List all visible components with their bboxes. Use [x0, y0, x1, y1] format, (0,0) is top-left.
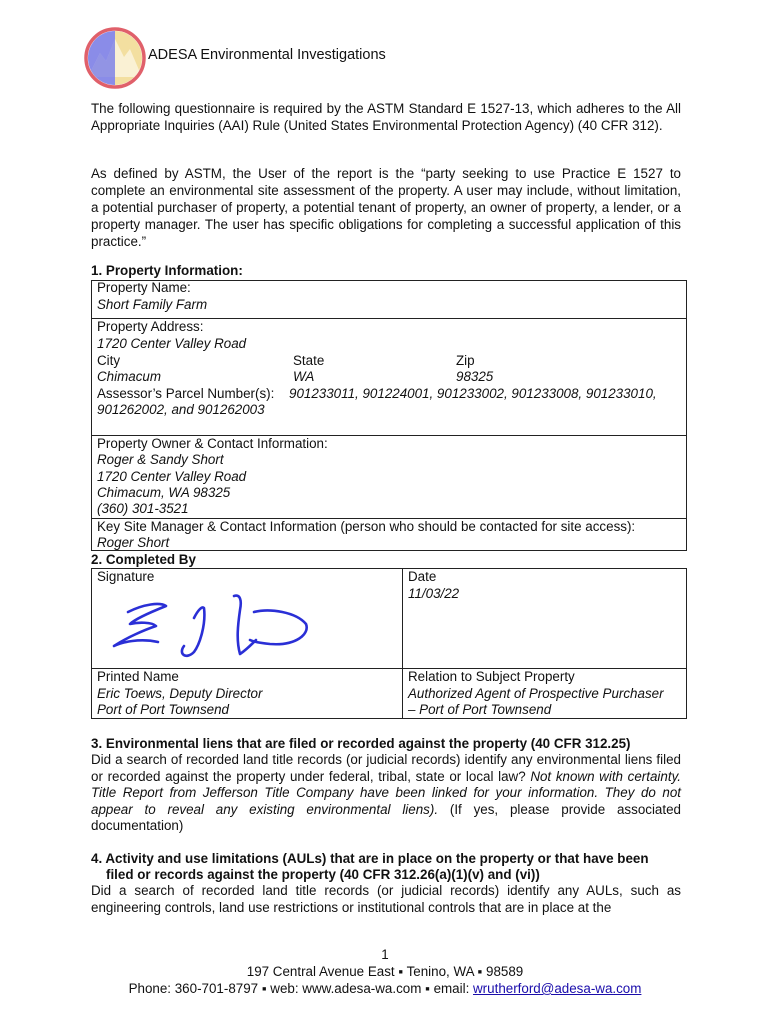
footer-email-link[interactable]: wrutherford@adesa-wa.com [473, 981, 642, 996]
owner-label: Property Owner & Contact Information: [97, 436, 328, 451]
state-label: State [293, 353, 325, 368]
property-name-value: Short Family Farm [97, 297, 208, 312]
date-label: Date [408, 569, 437, 584]
printed-name-line2: Port of Port Townsend [97, 702, 229, 717]
section3-answer: Not known with certainty. Title Report from Jefferson Title Company have been linked for your information. They do not appear to reveal any existing environmental liens). [91, 768, 681, 817]
site-manager-label: Key Site Manager & Contact Information (person who should be contacted for site access): [97, 519, 636, 534]
owner-street: 1720 Center Valley Road [97, 469, 247, 484]
section3-note: (If yes, please provide associated documentation) [91, 801, 681, 833]
parcel-value-line1: 901233011, 901224001, 901233002, 901233008, 901233010, [289, 386, 657, 401]
parcel-label: Assessor’s Parcel Number(s): [97, 386, 275, 401]
section1-heading: 1. Property Information: [91, 263, 243, 278]
signature-image [100, 590, 315, 665]
section4-body: Did a search of recorded land title records (or judicial records) identify any AULs, such as engineering controls, land use restrictions or institutional controls that are in place at the [91, 883, 681, 915]
property-address-label: Property Address: [97, 319, 204, 334]
state-value: WA [293, 369, 315, 384]
section3-body [91, 752, 681, 835]
section3-heading: 3. Environmental liens that are filed or recorded against the property (40 CFR 312.25) [91, 736, 631, 751]
relation-line1: Authorized Agent of Prospective Purchaser [408, 686, 664, 701]
footer-contact [0, 980, 770, 997]
zip-label: Zip [456, 353, 475, 368]
owner-city: Chimacum, WA 98325 [97, 485, 231, 500]
site-manager-value: Roger Short [97, 535, 170, 550]
parcel-value-line2: 901262002, and 901262003 [97, 402, 265, 417]
owner-name: Roger & Sandy Short [97, 452, 224, 467]
page-number: 1 [381, 947, 389, 962]
section4-heading-line1: 4. Activity and use limitations (AULs) that are in place on the property or that have been [91, 851, 649, 866]
company-logo [84, 27, 146, 89]
printed-name-label: Printed Name [97, 669, 179, 684]
intro-paragraph-1: The following questionnaire is required by the ASTM Standard E 1527-13, which adheres to the All Appropriate Inquiries (AAI) Rule (United States Environmental Protection Agency) (40 CFR 312). [91, 101, 681, 133]
owner-phone: (360) 301-3521 [97, 501, 189, 516]
date-value: 11/03/22 [408, 586, 460, 601]
section2-heading: 2. Completed By [91, 552, 196, 567]
city-label: City [97, 353, 121, 368]
zip-value: 98325 [456, 369, 494, 384]
signature-label: Signature [97, 569, 155, 584]
section4-heading-line2: filed or records against the property (40 CFR 312.26(a)(1)(v) and (vi)) [106, 867, 540, 882]
relation-line2: – Port of Port Townsend [408, 702, 552, 717]
printed-name-line1: Eric Toews, Deputy Director [97, 686, 263, 701]
relation-label: Relation to Subject Property [408, 669, 575, 684]
footer-address: 197 Central Avenue East ▪ Tenino, WA ▪ 98589 [246, 964, 524, 979]
intro-paragraph-2: As defined by ASTM, the User of the report is the “party seeking to use Practice E 1527 to complete an environmental site assessment of the property. A user may include, without limitation, a potential purchaser of property, a potential tenant of property, an owner of property, a lender, or a property manager. The user has specific obligations for completing a successful application of this practice.” [91, 166, 681, 249]
city-value: Chimacum [97, 369, 161, 384]
property-address-value: 1720 Center Valley Road [97, 336, 247, 351]
company-name: ADESA Environmental Investigations [148, 47, 386, 63]
footer-contact-text: Phone: 360-701-8797 ▪ web: www.adesa-wa.com ▪ email: [128, 981, 474, 996]
section3-question: Did a search of recorded land title records (or judicial records) identify any environmental liens filed or recorded against the property under federal, tribal, state or local law? [91, 752, 681, 784]
property-name-label: Property Name: [97, 280, 191, 295]
